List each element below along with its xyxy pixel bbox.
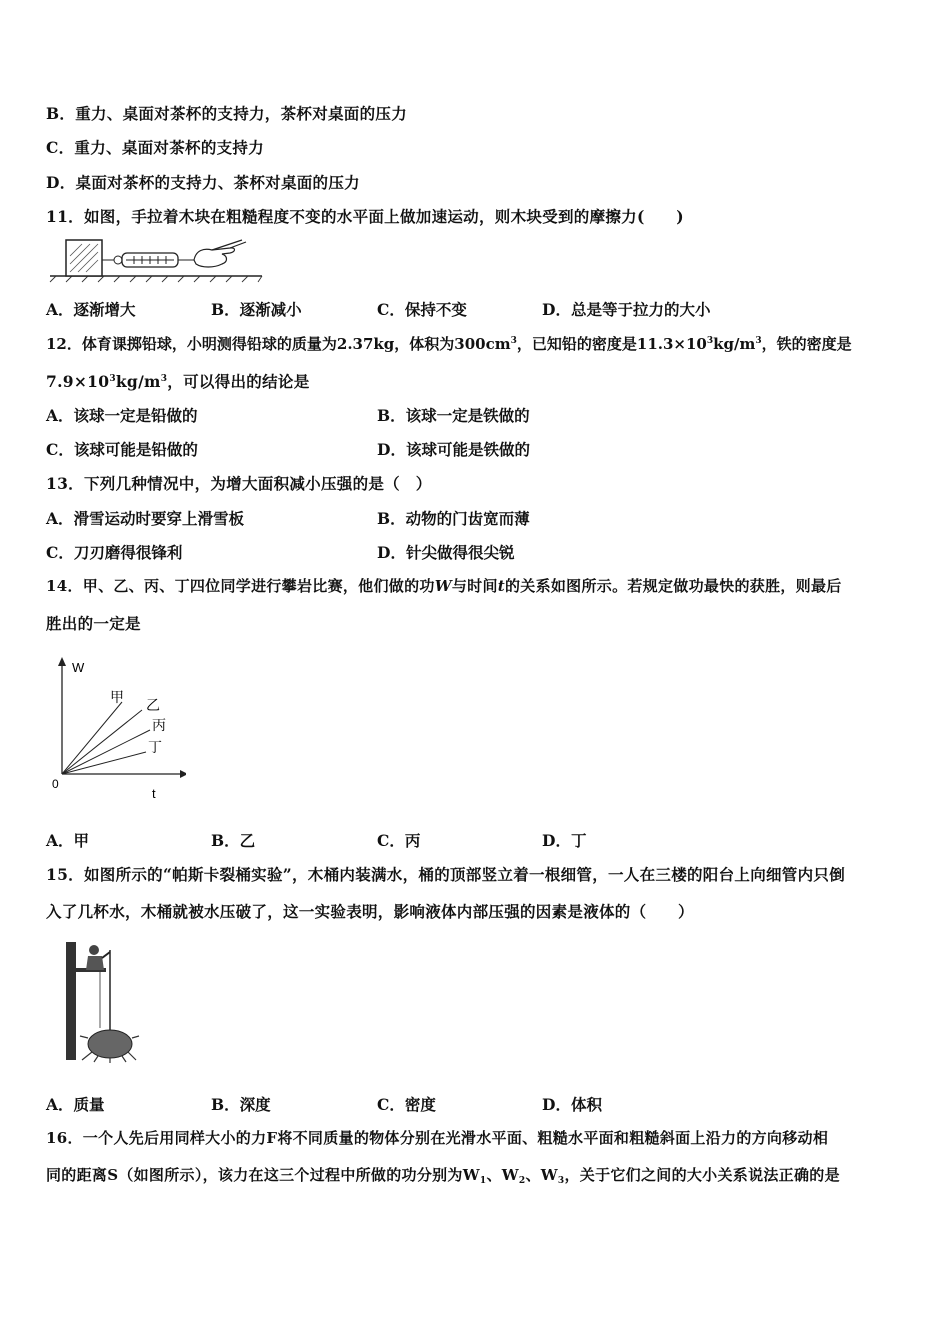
q11-option-b: B．逐渐减小: [211, 300, 302, 319]
q14-option-d: D．丁: [542, 831, 587, 850]
label-yi: 乙: [146, 697, 160, 713]
q14-option-b: B．乙: [211, 831, 256, 850]
q13-option-c: C．刀刃磨得很锋利: [46, 543, 183, 562]
q12-stem-line2: $7.9\times 10^3kg/m^3$，可以得出的结论是: [46, 372, 310, 391]
q11-stem: 11．如图，手拉着木块在粗糙程度不变的水平面上做加速运动，则木块受到的摩擦力( ): [46, 207, 684, 226]
q11-figure-block-spring-hand: [46, 236, 266, 284]
q13-option-d: D．针尖做得很尖锐: [377, 543, 515, 562]
q14-stem-line2: 胜出的一定是: [46, 614, 141, 633]
q16-stem: 16．一个人先后用同样大小的力F将不同质量的物体分别在光滑水平面、粗糙水平面和粗糙斜面上沿力的方向移动相: [46, 1129, 829, 1147]
q13-option-a: A．滑雪运动时要穿上滑雪板: [46, 509, 245, 528]
q15-option-d: D．体积: [542, 1095, 602, 1114]
line-yi: [62, 710, 142, 774]
line-jia: [62, 702, 122, 774]
x-axis-label: t: [152, 786, 156, 801]
q11-option-d: D．总是等于拉力的大小: [542, 300, 711, 319]
q10-option-d: D．桌面对茶杯的支持力、茶杯对桌面的压力: [46, 173, 360, 192]
q11-option-a: A．逐渐增大: [46, 300, 136, 319]
q12-option-b: B．该球一定是铁做的: [377, 406, 530, 425]
q13-stem: 13．下列几种情况中，为增大面积减小压强的是（ ）: [46, 474, 432, 493]
q10-option-c: C．重力、桌面对茶杯的支持力: [46, 138, 265, 157]
q14-stem: 14．甲、乙、丙、丁四位同学进行攀岩比赛，他们做的功W与时间t的关系如图所示。若规定做功最快的获胜，则最后: [46, 577, 842, 595]
q15-option-c: C．密度: [377, 1095, 436, 1114]
q12-option-d: D．该球可能是铁做的: [377, 440, 530, 459]
q15-stem: 15．如图所示的“帕斯卡裂桶实验”，木桶内装满水，桶的顶部竖立着一根细管，一人在三楼的阳台上向细管内只倒: [46, 865, 846, 884]
y-axis-label: W: [72, 660, 85, 675]
q13-option-b: B．动物的门齿宽而薄: [377, 509, 530, 528]
q15-figure-pascal-barrel: [64, 938, 140, 1064]
label-jia: 甲: [110, 689, 124, 705]
q15-option-b: B．深度: [211, 1095, 271, 1114]
label-ding: 丁: [148, 739, 162, 755]
line-bing: [62, 730, 150, 774]
label-bing: 丙: [152, 717, 166, 733]
q14-graph: [46, 652, 186, 802]
origin-label: 0: [52, 777, 59, 791]
q15-option-a: A．质量: [46, 1095, 105, 1114]
hand-icon: [194, 248, 235, 267]
q15-stem-line2: 入了几杯水，木桶就被水压破了，这一实验表明，影响液体内部压强的因素是液体的（ ）: [46, 902, 694, 921]
q11-option-c: C．保持不变: [377, 300, 467, 319]
q16-stem-line2: 同的距离S（如图所示），该力在这三个过程中所做的功分别为$W_1$、$W_2$、$W_3$，关于它们之间的大小关系说法正确的是: [46, 1166, 840, 1186]
q12-option-c: C．该球可能是铅做的: [46, 440, 198, 459]
person-icon: [89, 945, 99, 955]
building-wall: [66, 942, 76, 1060]
q12-option-a: A．该球一定是铅做的: [46, 406, 198, 425]
q12-stem: 12．体育课掷铅球，小明测得铅球的质量为2.37kg，体积为$300cm^3$，已知铅的密度是$11.3\times 10^3kg/m^3$，铁的密度是: [46, 335, 852, 353]
line-ding: [62, 752, 146, 774]
q14-option-c: C．丙: [377, 831, 421, 850]
barrel: [88, 1030, 132, 1058]
q14-option-a: A．甲: [46, 831, 90, 850]
q10-option-b: B．重力、桌面对茶杯的支持力，茶杯对桌面的压力: [46, 104, 408, 123]
